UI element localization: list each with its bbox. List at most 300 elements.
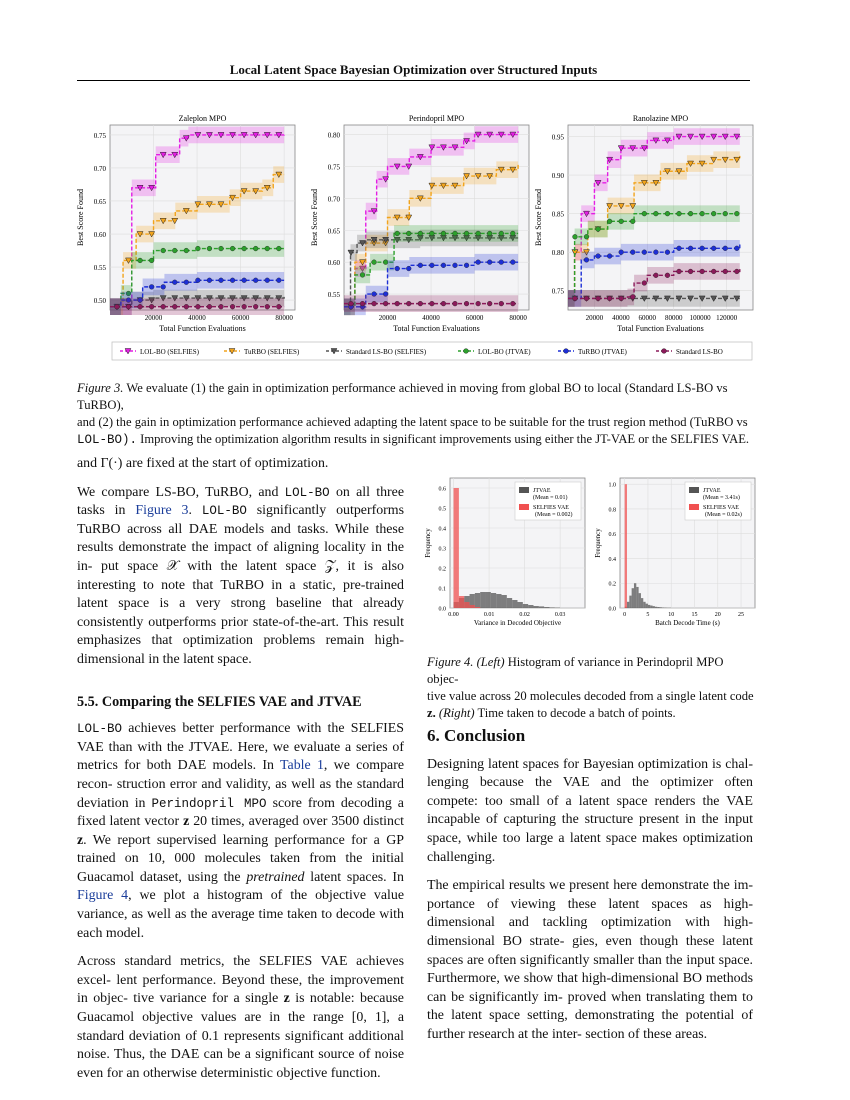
data-point bbox=[642, 281, 647, 286]
histogram-bar bbox=[660, 607, 662, 608]
x-tick-label: 20000 bbox=[378, 314, 397, 322]
legend-label: SELFIES VAE bbox=[533, 505, 569, 511]
y-tick-label: 0.2 bbox=[438, 566, 446, 573]
data-point bbox=[418, 263, 423, 268]
data-point bbox=[653, 250, 658, 255]
data-point bbox=[253, 246, 258, 251]
chart-title: Zaleplon MPO bbox=[178, 114, 227, 123]
data-point bbox=[219, 304, 224, 309]
histogram-bar bbox=[512, 600, 517, 608]
chart-title: Perindopril MPO bbox=[408, 114, 465, 123]
data-point bbox=[195, 304, 200, 309]
code-lolbo: LOL-BO bbox=[201, 504, 247, 519]
data-point bbox=[688, 246, 693, 251]
y-axis-label: Best Score Found bbox=[76, 189, 85, 246]
histogram-bar bbox=[648, 605, 650, 608]
text: . We report bbox=[83, 832, 151, 848]
text: tasks in bbox=[77, 503, 126, 519]
data-point bbox=[406, 266, 411, 271]
y-tick-label: 0.80 bbox=[551, 249, 564, 258]
legend-label: TuRBO (JTVAE) bbox=[578, 348, 627, 356]
chart-panel bbox=[534, 114, 753, 333]
chart-panel bbox=[310, 114, 529, 333]
text: note that TuRBO in a static, pre-trained latent space is a very bbox=[77, 577, 404, 612]
figure-3-caption-line: and (2) the gain in optimization performance achieved adapting the latent space to be suitable for the trust region method (TuRBO vs bbox=[77, 415, 748, 429]
data-point bbox=[487, 231, 492, 236]
data-point bbox=[429, 263, 434, 268]
chart-panel bbox=[76, 114, 295, 333]
legend-swatch bbox=[519, 487, 529, 493]
x-tick-label: 0 bbox=[623, 612, 627, 618]
x-tick-label: 20000 bbox=[585, 314, 604, 322]
data-point bbox=[441, 301, 446, 306]
data-point bbox=[276, 278, 281, 283]
histogram-bar bbox=[496, 594, 501, 608]
histogram-bar bbox=[643, 602, 645, 608]
y-tick-label: 0.70 bbox=[327, 195, 340, 204]
text: tive value across 20 molecules decoded from a single latent code bbox=[427, 689, 754, 703]
figure-3-link[interactable]: Figure 3 bbox=[135, 503, 189, 519]
figure-4-link[interactable]: Figure 4 bbox=[77, 888, 129, 904]
legend-marker bbox=[564, 349, 569, 354]
data-point bbox=[596, 296, 601, 301]
data-point bbox=[418, 231, 423, 236]
legend-marker bbox=[662, 349, 667, 354]
x-tick-label: 40000 bbox=[422, 314, 440, 322]
text: lenging because the VAE and the optimizer often compete: bbox=[427, 775, 753, 809]
x-tick-label: 0.03 bbox=[554, 612, 566, 618]
histogram-bar bbox=[523, 604, 528, 608]
histogram-bar bbox=[464, 602, 469, 608]
legend-label: JTVAE bbox=[703, 488, 721, 494]
symbol-z: z bbox=[77, 832, 84, 848]
data-point bbox=[265, 246, 270, 251]
text: state-of-the-art. This result emphasizes that optimization bbox=[77, 614, 404, 649]
histogram-bar bbox=[636, 587, 638, 608]
text: molecules taken from the initial Guacamol dataset, using the bbox=[77, 851, 405, 885]
text: proved when translating them to the latent space setting, bbox=[427, 989, 753, 1024]
text: high-dimensional BO methods can be significantly im- bbox=[427, 971, 753, 1005]
y-tick-label: 0.60 bbox=[93, 231, 106, 240]
histogram-bar bbox=[486, 592, 491, 608]
text: portance of viewing these latent spaces as high-dimensional bbox=[427, 896, 753, 931]
histogram-bar bbox=[507, 598, 512, 608]
paragraph-compare bbox=[77, 484, 404, 670]
text: demonstrating the potential of further research at the inter- bbox=[427, 1008, 753, 1042]
x-axis-label: Total Function Evaluations bbox=[617, 324, 704, 333]
x-tick-label: 5 bbox=[646, 612, 650, 618]
histogram-bar bbox=[454, 488, 459, 608]
histogram-bar bbox=[470, 605, 475, 608]
x-tick-label: 60000 bbox=[465, 314, 484, 322]
data-point bbox=[184, 304, 189, 309]
histogram-bar bbox=[639, 593, 641, 608]
data-point bbox=[499, 301, 504, 306]
emphasis: pretrained bbox=[246, 869, 305, 885]
figure-4-caption bbox=[427, 654, 757, 722]
data-point bbox=[665, 250, 670, 255]
x-tick-label: 20 bbox=[714, 612, 721, 618]
data-point bbox=[596, 227, 601, 232]
histogram-bar bbox=[641, 598, 643, 608]
histogram-bar bbox=[533, 606, 538, 608]
data-point bbox=[138, 304, 143, 309]
text: section of these areas. bbox=[585, 1026, 708, 1042]
data-point bbox=[607, 296, 612, 301]
data-point bbox=[395, 301, 400, 306]
legend-label: (Mean = 3.41s) bbox=[703, 495, 740, 501]
data-point bbox=[607, 254, 612, 259]
text: We compare LS-BO, TuRBO, and bbox=[77, 484, 279, 500]
data-point bbox=[429, 301, 434, 306]
legend-label: LOL-BO (JTVAE) bbox=[478, 348, 531, 356]
figure-4 bbox=[415, 470, 760, 642]
text: taken to decode with each model. bbox=[77, 907, 404, 941]
data-point bbox=[349, 301, 354, 306]
text: latent spaces. In bbox=[310, 869, 404, 885]
data-point bbox=[453, 301, 458, 306]
data-point bbox=[195, 278, 200, 283]
histogram-bar bbox=[627, 602, 629, 608]
text: put space 𝒳 with the latent space 𝒵, it is also interesting to bbox=[77, 558, 404, 593]
table-1-link[interactable]: Table 1 bbox=[280, 758, 324, 774]
paragraph-metrics bbox=[77, 953, 404, 1083]
x-tick-label: 80000 bbox=[509, 314, 527, 322]
histogram-bar bbox=[549, 607, 554, 608]
data-point bbox=[372, 301, 377, 306]
data-point bbox=[596, 254, 601, 259]
y-tick-label: 0.95 bbox=[551, 133, 564, 142]
data-point bbox=[161, 304, 166, 309]
data-point bbox=[619, 250, 624, 255]
data-point bbox=[464, 301, 469, 306]
data-point bbox=[688, 269, 693, 274]
histogram-bar bbox=[539, 606, 544, 608]
histogram-bar bbox=[475, 593, 480, 608]
x-axis-label: Variance in Decoded Objective bbox=[473, 619, 562, 627]
text: and tackling optimization with high-dimensional BO strate- bbox=[427, 915, 753, 949]
data-point bbox=[665, 273, 670, 278]
data-point bbox=[619, 219, 624, 224]
y-tick-label: 0.65 bbox=[93, 197, 106, 206]
y-tick-label: 0.80 bbox=[327, 131, 340, 140]
data-point bbox=[418, 301, 423, 306]
text: deterministic objective function. bbox=[200, 1065, 381, 1081]
text: Across standard metrics, the SELFIES VAE achieves excel- bbox=[77, 954, 404, 988]
y-tick-label: 0.6 bbox=[438, 486, 446, 493]
x-tick-label: 80000 bbox=[275, 314, 293, 322]
x-axis-label: Total Function Evaluations bbox=[159, 324, 246, 333]
data-point bbox=[242, 304, 247, 309]
data-point bbox=[265, 278, 270, 283]
data-point bbox=[161, 248, 166, 253]
data-point bbox=[723, 269, 728, 274]
data-point bbox=[573, 234, 578, 239]
legend-label: SELFIES VAE bbox=[703, 505, 739, 511]
data-point bbox=[711, 211, 716, 216]
text: of the objective value variance, as well as the average time bbox=[77, 888, 405, 923]
section-heading-conclusion: 6. Conclusion bbox=[427, 726, 526, 745]
histogram-bar bbox=[650, 606, 652, 608]
histogram-bar bbox=[475, 607, 480, 608]
data-point bbox=[677, 211, 682, 216]
data-point bbox=[677, 269, 682, 274]
x-tick-label: 25 bbox=[738, 612, 745, 618]
data-point bbox=[510, 260, 515, 265]
data-point bbox=[734, 246, 739, 251]
x-tick-label: 100000 bbox=[689, 314, 711, 322]
figure-3-caption-line: Improving the optimization algorithm results in significant improvements using either the JT-VAE or the SELFIES VAE. bbox=[140, 432, 750, 446]
text: capturing the structure present in the input space, while too bbox=[427, 812, 753, 846]
x-tick-label: 60000 bbox=[231, 314, 250, 322]
text: supervised learning performance for a GP trained on 10, 000 bbox=[77, 832, 404, 867]
text: large a latent space makes optimization challenging. bbox=[427, 830, 753, 865]
text: is notable: because Guacamol bbox=[77, 991, 404, 1026]
y-tick-label: 0.55 bbox=[93, 264, 106, 273]
data-point bbox=[161, 284, 166, 289]
y-tick-label: 0.75 bbox=[327, 163, 340, 172]
data-point bbox=[510, 301, 515, 306]
data-point bbox=[499, 231, 504, 236]
data-point bbox=[653, 273, 658, 278]
code-lolbo: LOL-BO bbox=[77, 722, 123, 737]
data-point bbox=[453, 231, 458, 236]
data-point bbox=[149, 258, 154, 263]
data-point bbox=[207, 278, 212, 283]
data-point bbox=[138, 258, 143, 263]
data-point bbox=[126, 304, 131, 309]
data-point bbox=[630, 219, 635, 224]
y-tick-label: 0.85 bbox=[551, 210, 564, 219]
text: The empirical results we present here demonstrate the im- bbox=[427, 878, 753, 894]
data-point bbox=[688, 211, 693, 216]
right-column bbox=[427, 727, 753, 1045]
y-tick-label: 0.8 bbox=[608, 507, 616, 514]
text: of 0.1 represents significant additional noise. Thus, the DAE bbox=[77, 1028, 404, 1063]
text: . bbox=[188, 503, 192, 519]
x-tick-label: 10 bbox=[668, 612, 675, 618]
code-perindopril: Perindopril MPO bbox=[151, 796, 267, 811]
data-point bbox=[230, 304, 235, 309]
x-tick-label: 40000 bbox=[612, 314, 630, 322]
data-point bbox=[242, 246, 247, 251]
data-point bbox=[395, 266, 400, 271]
legend-swatch bbox=[689, 487, 699, 493]
x-tick-label: 0.01 bbox=[483, 612, 495, 618]
legend-label: (Mean = 0.02s) bbox=[705, 512, 742, 518]
data-point bbox=[464, 263, 469, 268]
x-tick-label: 20000 bbox=[144, 314, 163, 322]
data-point bbox=[395, 231, 400, 236]
y-tick-label: 0.90 bbox=[551, 172, 564, 181]
data-point bbox=[429, 231, 434, 236]
legend-swatch bbox=[519, 504, 529, 510]
histogram-bar bbox=[655, 607, 657, 608]
text: TuRBO across all DAE models and tasks. While these bbox=[77, 521, 404, 537]
data-point bbox=[172, 304, 177, 309]
text: tive variance for a single bbox=[133, 991, 279, 1007]
data-point bbox=[360, 301, 365, 306]
paragraph: and Γ(·) are fixed at the start of optimization. bbox=[77, 456, 329, 471]
data-point bbox=[172, 280, 177, 285]
data-point bbox=[700, 211, 705, 216]
data-point bbox=[184, 248, 189, 253]
histogram-bar bbox=[528, 605, 533, 608]
data-point bbox=[184, 280, 189, 285]
data-point bbox=[499, 260, 504, 265]
data-point bbox=[406, 301, 411, 306]
histogram-bar bbox=[653, 606, 655, 608]
data-point bbox=[723, 246, 728, 251]
data-point bbox=[372, 260, 377, 265]
y-tick-label: 0.1 bbox=[438, 586, 446, 593]
data-point bbox=[464, 231, 469, 236]
paragraph-selfies bbox=[77, 720, 404, 943]
text: vector bbox=[144, 814, 180, 830]
histogram-panel bbox=[594, 478, 755, 627]
data-point bbox=[253, 278, 258, 283]
data-point bbox=[734, 269, 739, 274]
left-column bbox=[77, 455, 404, 1083]
histogram-bar bbox=[491, 593, 496, 608]
y-tick-label: 0.2 bbox=[608, 581, 616, 588]
histogram-bar bbox=[629, 596, 631, 608]
text: significantly outperforms bbox=[256, 503, 404, 519]
text: too small of a latent space renders the VAE incapable of bbox=[427, 793, 753, 828]
data-point bbox=[584, 296, 589, 301]
x-tick-label: 0.00 bbox=[448, 612, 459, 618]
data-point bbox=[642, 250, 647, 255]
data-point bbox=[619, 296, 624, 301]
data-point bbox=[700, 269, 705, 274]
data-point bbox=[653, 211, 658, 216]
data-point bbox=[630, 294, 635, 299]
text: (Right) bbox=[438, 706, 475, 720]
data-point bbox=[584, 257, 589, 262]
symbol-z: z bbox=[283, 991, 290, 1007]
histogram-panel bbox=[424, 478, 585, 627]
text: Designing latent spaces for Bayesian optimization is chal- bbox=[427, 756, 753, 772]
data-point bbox=[207, 246, 212, 251]
text: score from decoding a fixed latent bbox=[77, 795, 404, 830]
text: can be a significant source of noise even for an otherwise bbox=[77, 1047, 405, 1081]
text: 20 times, averaged over 3500 distinct bbox=[193, 814, 405, 830]
legend-swatch bbox=[689, 504, 699, 510]
data-point bbox=[441, 231, 446, 236]
data-point bbox=[276, 246, 281, 251]
x-axis-label: Batch Decode Time (s) bbox=[655, 619, 720, 627]
x-tick-label: 60000 bbox=[638, 314, 657, 322]
header-rule bbox=[77, 80, 750, 81]
histogram-bar bbox=[502, 595, 507, 608]
y-tick-label: 0.3 bbox=[438, 546, 446, 553]
legend-label: Standard LS-BO (SELFIES) bbox=[346, 348, 427, 356]
data-point bbox=[711, 246, 716, 251]
text: struction error and validity, as well as the standard deviation bbox=[77, 776, 404, 811]
data-point bbox=[607, 219, 612, 224]
histogram-bar bbox=[657, 607, 659, 608]
code-lolbo: LOL-BO bbox=[284, 485, 330, 500]
paragraph-conclusion-1 bbox=[427, 756, 753, 868]
data-point bbox=[230, 246, 235, 251]
data-point bbox=[172, 248, 177, 253]
y-tick-label: 0.60 bbox=[327, 259, 340, 268]
text: Time taken to decode a batch of points. bbox=[477, 706, 676, 720]
paragraph-conclusion-2 bbox=[427, 877, 753, 1044]
text: , we compare recon- bbox=[77, 758, 404, 792]
y-tick-label: 0.5 bbox=[438, 506, 446, 513]
histogram-bar bbox=[518, 602, 523, 608]
y-tick-label: 0.0 bbox=[608, 606, 616, 613]
data-point bbox=[584, 234, 589, 239]
legend-label: LOL-BO (SELFIES) bbox=[140, 348, 199, 356]
symbol-z: z bbox=[183, 814, 190, 830]
text: objective values are in the range [0, 1], a standard deviation bbox=[77, 1010, 404, 1044]
legend-label: TuRBO (SELFIES) bbox=[244, 348, 300, 356]
text: on all three bbox=[335, 484, 404, 500]
data-point bbox=[383, 301, 388, 306]
histogram-bar bbox=[459, 596, 464, 608]
x-tick-label: 80000 bbox=[664, 314, 683, 322]
text: in bbox=[134, 795, 146, 811]
data-point bbox=[406, 231, 411, 236]
x-axis-label: Total Function Evaluations bbox=[393, 324, 480, 333]
data-point bbox=[711, 269, 716, 274]
y-axis-label: Frequency bbox=[424, 528, 432, 558]
y-tick-label: 0.4 bbox=[608, 556, 616, 563]
y-axis-label: Frequency bbox=[594, 528, 602, 558]
section-heading-5-5: 5.5. Comparing the SELFIES VAE and JTVAE bbox=[77, 693, 362, 710]
y-tick-label: 0.65 bbox=[327, 227, 340, 236]
data-point bbox=[573, 296, 578, 301]
data-point bbox=[510, 231, 515, 236]
data-point bbox=[276, 304, 281, 309]
y-tick-label: 0.0 bbox=[438, 606, 446, 613]
data-point bbox=[441, 263, 446, 268]
data-point bbox=[487, 301, 492, 306]
symbol-z: z. bbox=[427, 706, 436, 720]
data-point bbox=[476, 260, 481, 265]
figure-3-caption-line: We evaluate (1) the gain in optimization performance achieved in moving from global BO to local (Standard LS-BO vs TuRBO), bbox=[77, 381, 728, 412]
data-point bbox=[630, 250, 635, 255]
text: problems remain high-dimensional in the latent space. bbox=[77, 633, 405, 667]
text: strong baseline that already consistently outperforms prior bbox=[77, 596, 404, 630]
data-point bbox=[476, 301, 481, 306]
text: lent performance. Beyond these, the improvement in objec- bbox=[77, 972, 404, 1007]
data-point bbox=[487, 260, 492, 265]
figure-3 bbox=[60, 100, 790, 368]
histogram-bar bbox=[646, 604, 648, 608]
data-point bbox=[476, 231, 481, 236]
y-tick-label: 0.4 bbox=[438, 526, 446, 533]
x-tick-label: 40000 bbox=[188, 314, 206, 322]
text: gies, even though these latent spaces are often significantly bbox=[427, 933, 753, 968]
data-point bbox=[723, 211, 728, 216]
histogram-bar bbox=[480, 592, 485, 608]
y-axis-label: Best Score Found bbox=[310, 189, 319, 246]
data-point bbox=[242, 278, 247, 283]
data-point bbox=[230, 278, 235, 283]
text: VAE than with the JTVAE. Here, we evaluate a series of bbox=[77, 739, 404, 755]
y-axis-label: Best Score Found bbox=[534, 189, 543, 246]
data-point bbox=[700, 246, 705, 251]
legend-label: (Mean = 0.01) bbox=[533, 495, 568, 501]
data-point bbox=[734, 211, 739, 216]
y-tick-label: 0.75 bbox=[551, 287, 564, 296]
legend-label: Standard LS-BO bbox=[676, 348, 723, 356]
x-tick-label: 15 bbox=[691, 612, 698, 618]
y-tick-label: 0.55 bbox=[327, 291, 340, 300]
